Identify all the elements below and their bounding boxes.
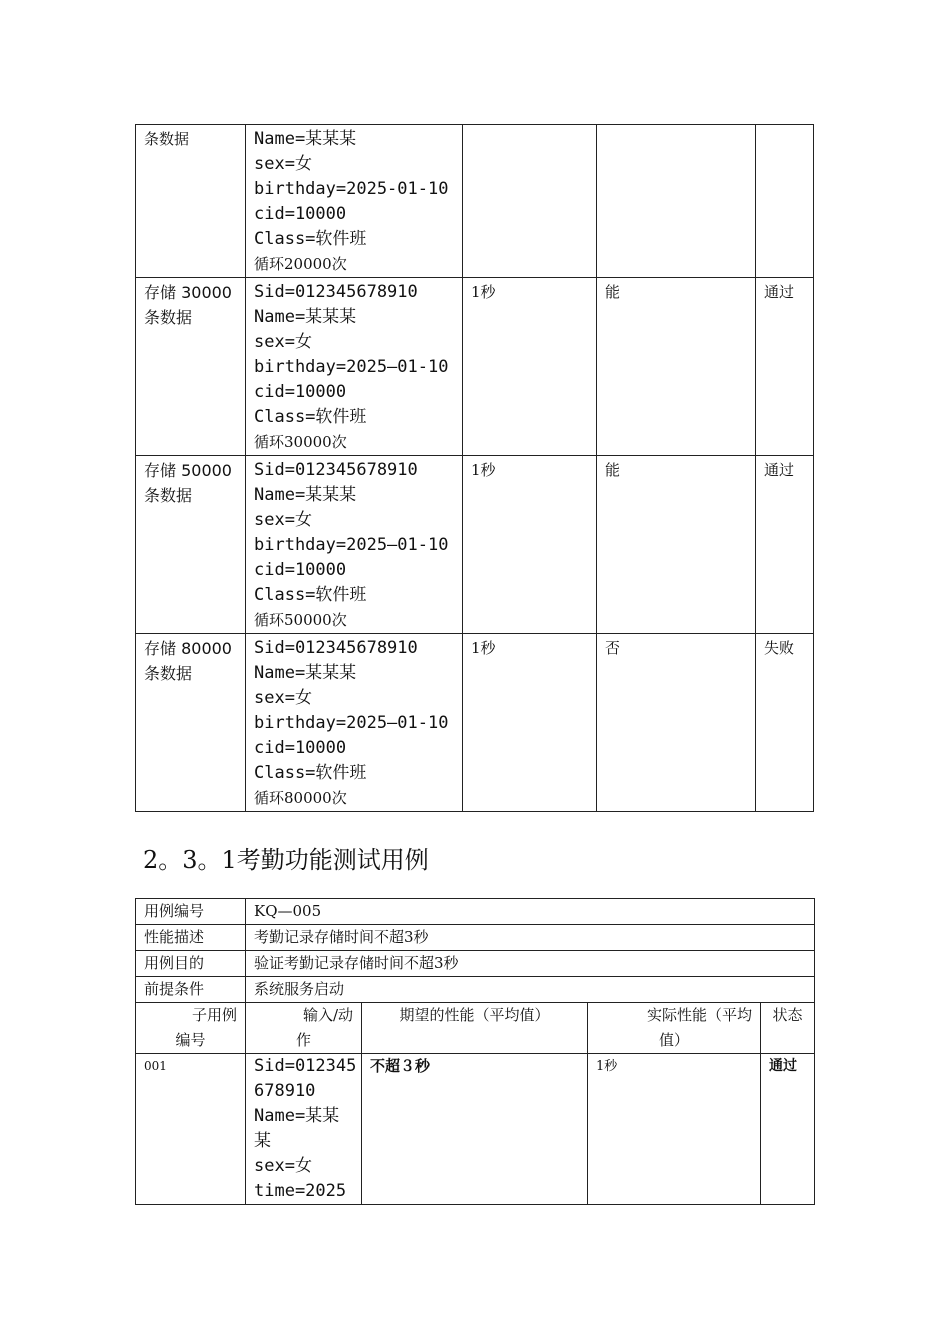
input-line: birthday=2025—01-10	[254, 357, 449, 377]
input-cell	[246, 456, 463, 634]
attendance-test-case-table	[135, 898, 815, 1205]
status-value: 失败	[764, 639, 795, 657]
table-row	[136, 456, 814, 634]
capable-value: 能	[605, 461, 621, 479]
header-line: 期望的性能（平均值）	[399, 1006, 550, 1024]
input-cell	[246, 1054, 362, 1205]
case-name: 存储 30000	[144, 283, 232, 302]
input-line: Class=软件班	[254, 763, 367, 783]
case-id-value: KQ—005	[246, 899, 815, 925]
capable-cell	[597, 634, 756, 812]
status-cell	[756, 456, 814, 634]
time-value: 1秒	[471, 283, 496, 301]
case-name: 条数据	[144, 308, 193, 327]
table-row	[136, 278, 814, 456]
case-name-cell	[136, 634, 246, 812]
input-line: sex=女	[254, 1156, 312, 1176]
header-row	[136, 1003, 815, 1054]
precondition-label: 前提条件	[136, 977, 246, 1003]
input-line: sex=女	[254, 332, 312, 352]
table-row	[136, 1054, 815, 1205]
input-line: Name=某某某	[254, 663, 357, 683]
case-name: 条数据	[144, 486, 193, 505]
case-name-cell	[136, 125, 246, 278]
section-heading: 2。3。1考勤功能测试用例	[143, 846, 429, 874]
input-line: Name=某某某	[254, 307, 357, 327]
input-cell	[246, 278, 463, 456]
input-line: 678910	[254, 1081, 316, 1101]
case-name-cell	[136, 278, 246, 456]
input-line: Class=软件班	[254, 585, 367, 605]
actual-header	[588, 1003, 761, 1054]
status-header	[761, 1003, 815, 1054]
input-line: 某	[254, 1131, 271, 1151]
input-line: sex=女	[254, 154, 312, 174]
input-line: Name=某某某	[254, 129, 357, 149]
purpose-label: 用例目的	[136, 951, 246, 977]
case-name: 存储 50000	[144, 461, 232, 480]
capable-value: 能	[605, 283, 621, 301]
capable-cell	[597, 456, 756, 634]
table-row	[136, 951, 815, 977]
capable-cell	[597, 125, 756, 278]
perf-desc-value: 考勤记录存储时间不超3秒	[246, 925, 815, 951]
header-line: 实际性能（平均	[646, 1006, 752, 1024]
table-row	[136, 125, 814, 278]
input-line: Class=软件班	[254, 407, 367, 427]
table-row	[136, 977, 815, 1003]
input-line: Name=某某某	[254, 485, 357, 505]
case-name: 存储 80000	[144, 639, 232, 658]
header-line: 作	[295, 1031, 311, 1049]
header-line: 值）	[658, 1031, 689, 1049]
status-cell	[756, 278, 814, 456]
loop-line: 循环50000次	[254, 611, 347, 629]
input-line: time=2025	[254, 1181, 347, 1201]
purpose-value: 验证考勤记录存储时间不超3秒	[246, 951, 815, 977]
sub-id-cell	[136, 1054, 246, 1205]
loop-line: 循环20000次	[254, 255, 347, 273]
time-cell	[463, 456, 597, 634]
time-cell	[463, 125, 597, 278]
case-name-cell	[136, 456, 246, 634]
input-line: Sid=012345678910	[254, 638, 418, 658]
case-id-label: 用例编号	[136, 899, 246, 925]
input-header	[246, 1003, 362, 1054]
loop-line: 循环80000次	[254, 789, 347, 807]
sub-id-header	[136, 1003, 246, 1054]
status-cell	[761, 1054, 815, 1205]
capable-value: 否	[605, 639, 621, 657]
status-cell	[756, 634, 814, 812]
input-cell	[246, 125, 463, 278]
actual-cell	[588, 1054, 761, 1205]
case-name: 条数据	[144, 664, 193, 683]
time-value: 1秒	[471, 639, 496, 657]
input-line: cid=10000	[254, 382, 347, 402]
precondition-value: 系统服务启动	[246, 977, 815, 1003]
input-line: birthday=2025-01-10	[254, 179, 449, 199]
input-line: birthday=2025—01-10	[254, 535, 449, 555]
status-value: 通过	[764, 283, 795, 301]
input-line: birthday=2025—01-10	[254, 713, 449, 733]
input-line: Sid=012345678910	[254, 282, 418, 302]
input-line: Name=某某	[254, 1106, 340, 1126]
status-cell	[756, 125, 814, 278]
input-line: cid=10000	[254, 204, 347, 224]
input-cell	[246, 634, 463, 812]
loop-line: 循环30000次	[254, 433, 347, 451]
input-line: cid=10000	[254, 560, 347, 580]
capable-cell	[597, 278, 756, 456]
expected-cell	[362, 1054, 588, 1205]
storage-performance-table	[135, 124, 814, 812]
perf-desc-label: 性能描述	[136, 925, 246, 951]
table-row	[136, 634, 814, 812]
expected-value: 不超３秒	[370, 1057, 431, 1075]
expected-header	[362, 1003, 588, 1054]
input-line: sex=女	[254, 510, 312, 530]
status-value: 通过	[769, 1058, 797, 1074]
sub-id-value: 001	[144, 1059, 167, 1073]
header-line: 子用例	[191, 1006, 237, 1024]
header-line: 编号	[175, 1031, 206, 1049]
input-line: Class=软件班	[254, 229, 367, 249]
input-line: Sid=012345678910	[254, 460, 418, 480]
input-line: sex=女	[254, 688, 312, 708]
input-line: Sid=012345	[254, 1056, 357, 1076]
actual-value: 1秒	[596, 1059, 618, 1074]
status-value: 通过	[764, 461, 795, 479]
time-value: 1秒	[471, 461, 496, 479]
input-line: cid=10000	[254, 738, 347, 758]
header-line: 输入/动	[302, 1006, 353, 1024]
table-row	[136, 899, 815, 925]
header-line: 状态	[772, 1006, 803, 1024]
time-cell	[463, 278, 597, 456]
case-name: 条数据	[144, 130, 190, 148]
time-cell	[463, 634, 597, 812]
table-row	[136, 925, 815, 951]
